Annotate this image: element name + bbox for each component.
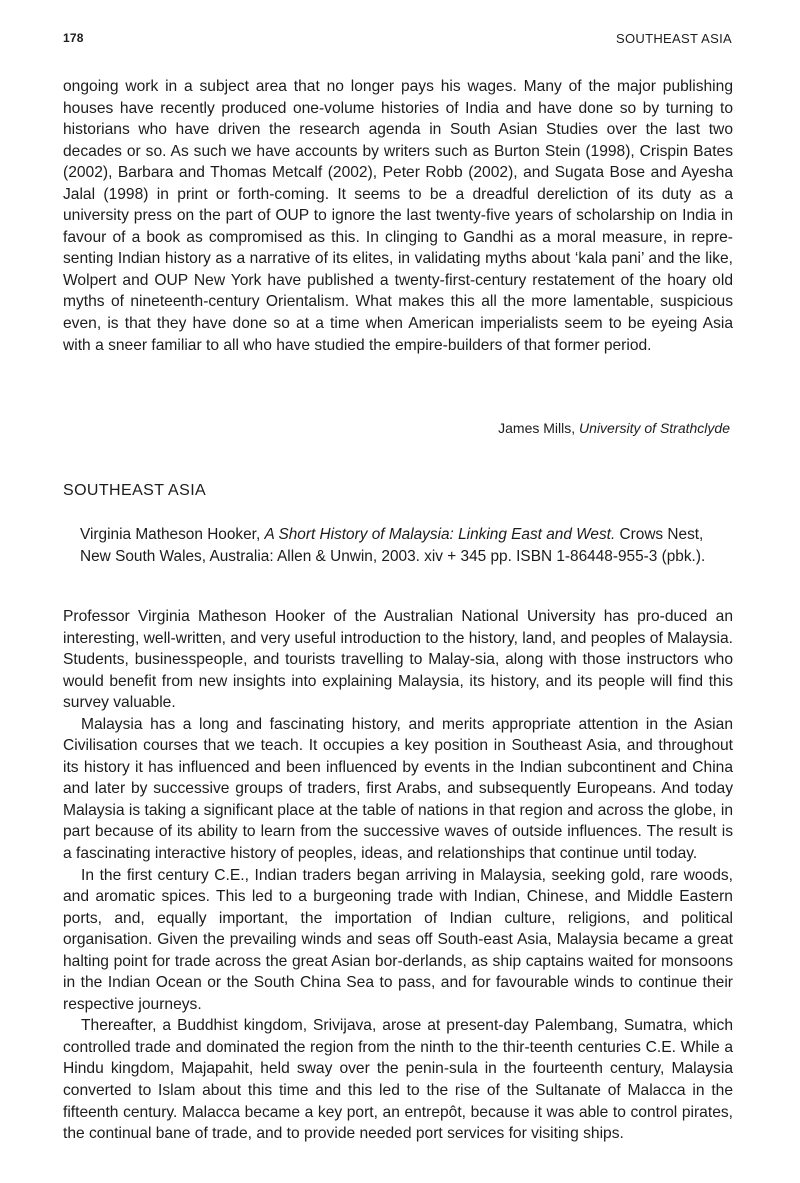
review-paragraph: Malaysia has a long and fascinating history, and merits appropriate attention in the Asian Civilisation courses that we teach. It occupies a key position in Southeast Asia, and throughout its history it has influenced and been influenced by events in the Indian subcontinent and China and later by successive groups of traders, first Arabs, and subsequently Europeans. And today Malaysia is taking a significant place at the table of nations in that region and across the globe, in part because of its ability to learn from the successive waves of outside influences. The result is a fascinating interactive history of peoples, ideas, and relationships that continue until today.: [63, 715, 733, 863]
reviewer-affiliation: University of Strathclyde: [579, 420, 730, 436]
review-body: [63, 606, 733, 1145]
citation-publication: Crows Nest, New South Wales, Australia: Allen & Unwin, 2003. xiv + 345 pp. ISBN 1-86448-955-3 (pbk.).: [80, 526, 706, 565]
running-title: SOUTHEAST ASIA: [616, 31, 732, 46]
review-paragraph: Professor Virginia Matheson Hooker of the Australian National University has pro-duced an interesting, well-written, and very useful introduction to the history, land, and peoples of Malaysia. Students, businesspeople, and tourists travelling to Malay-sia, along with those instructors who would benefit from new insights into explaining Malaysia, its history, and its people will find this survey valuable.: [63, 608, 733, 712]
reviewer-name: James Mills,: [498, 420, 576, 436]
reviewer-signature: [498, 418, 730, 438]
page-number: 178: [63, 31, 84, 45]
citation-author: Virginia Matheson Hooker,: [80, 526, 261, 543]
review-paragraph: Thereafter, a Buddhist kingdom, Srivijava, arose at present-day Palembang, Sumatra, which controlled trade and dominated the region from the ninth to the thir-teenth centuries C.E. While a Hindu kingdom, Majapahit, held sway over the penin-sula in the fourteenth century, Malaysia converted to Islam about this time and this led to the rise of the Sultanate of Malacca in the fifteenth century. Malacca became a key port, an entrepôt, because it was able to control pirates, the continual bane of trade, and to provide needed port services for visiting ships.: [63, 1017, 733, 1143]
citation-title: A Short History of Malaysia: Linking East and West.: [264, 526, 616, 543]
review-paragraph: In the first century C.E., Indian traders began arriving in Malaysia, seeking gold, rare woods, and aromatic spices. This led to a burgeoning trade with Indian, Chinese, and Middle Eastern ports, and, equally important, the importation of Indian culture, religions, and political organisation. Given the prevailing winds and seas off South-east Asia, Malaysia became a great halting point for trade across the great Asian bor-derlands, as ship captains waited for monsoons in the Indian Ocean or the South China Sea to pass, and for favourable winds to continue their respective journeys.: [63, 866, 733, 1013]
section-heading: SOUTHEAST ASIA: [63, 482, 207, 499]
book-citation: [80, 524, 732, 567]
previous-review-closing-paragraph: ongoing work in a subject area that no longer pays his wages. Many of the major publishing houses have recently produced one-volume histories of India and have done so by turning to historians who have driven the research agenda in South Asian Studies over the last two decades or so. As such we have accounts by writers such as Burton Stein (1998), Crispin Bates (2002), Barbara and Thomas Metcalf (2002), Peter Robb (2002), and Sugata Bose and Ayesha Jalal (1998) in print or forth-coming. It seems to be a dreadful dereliction of its duty as a university press on the part of OUP to ignore the last twenty-five years of scholarship on India in favour of a book as compromised as this. In clinging to Gandhi as a moral measure, in repre-senting Indian history as a narrative of its elites, in validating myths about ‘kala pani’ and the like, Wolpert and OUP New York have published a twenty-first-century restatement of the hoary old myths of nineteenth-century Orientalism. What makes this all the more lamentable, suspicious even, is that they have done so at a time when American imperialists seem to be eyeing Asia with a sneer familiar to all who have studied the empire-builders of that former period.: [63, 78, 733, 354]
